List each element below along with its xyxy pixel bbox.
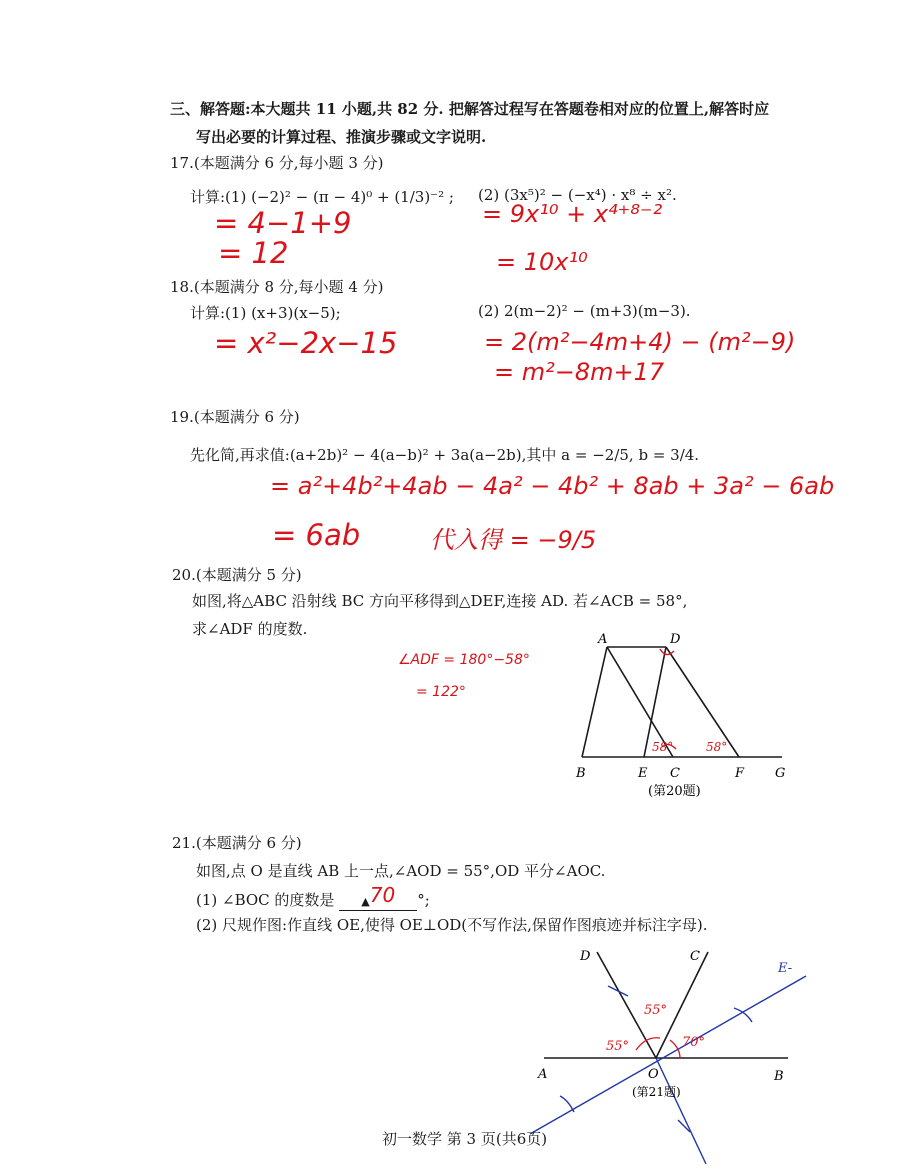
q21-caption: (第21题) — [632, 1085, 681, 1099]
q20-hw-b: = 122° — [416, 684, 466, 700]
q18-hw-2a: = 2(m²−4m+4) − (m²−9) — [484, 328, 796, 356]
q21-label-a: A — [538, 1067, 548, 1082]
q20-label-c: C — [670, 766, 680, 781]
q20-line2: 求∠ADF 的度数. — [192, 620, 308, 638]
q19-prompt: 先化简,再求值:(a+2b)² − 4(a−b)² + 3a(a−2b),其中 a = −2/5, b = 3/4. — [190, 446, 700, 464]
q18-hw-1a: = x²−2x−15 — [214, 326, 398, 360]
q20-label-b: B — [576, 766, 586, 781]
q19-hw-b: = 6ab — [272, 518, 361, 552]
q20-segment-ab — [582, 647, 607, 757]
q17-part1: 计算:(1) (−2)² − (π − 4)⁰ + (1/3)⁻² ; — [190, 188, 454, 206]
q21-angle-mark-c: 70° — [682, 1035, 706, 1050]
q19-header: 19.(本题满分 6 分) — [170, 408, 300, 426]
q21-arc-mark-1 — [608, 986, 628, 996]
q21-angle-mark-a: 55° — [644, 1003, 668, 1018]
q20-figure — [560, 625, 820, 805]
q19-hw-c: 代入得 = −9/5 — [430, 526, 597, 554]
q17-hw-1b: = 12 — [218, 236, 289, 270]
q20-line1: 如图,将△ABC 沿射线 BC 方向平移得到△DEF,连接 AD. 若∠ACB = 58°, — [192, 592, 688, 610]
q21-construction-line-oe — [530, 976, 806, 1134]
q21-answer-blank[interactable]: ▲70 — [339, 886, 417, 911]
q21-part1-prefix: (1) ∠BOC 的度数是 — [196, 891, 335, 909]
q20-label-f: F — [735, 766, 745, 781]
q18-part2: (2) 2(m−2)² − (m+3)(m−3). — [478, 302, 691, 320]
q19-hw-a: = a²+4b²+4ab − 4a² − 4b² + 8ab + 3a² − 6ab — [270, 472, 835, 500]
q20-label-a: A — [598, 632, 608, 647]
q18-hw-2b: = m²−8m+17 — [494, 358, 665, 386]
q18-part1: 计算:(1) (x+3)(x−5); — [190, 304, 341, 322]
q17-header: 17.(本题满分 6 分,每小题 3 分) — [170, 154, 384, 172]
q21-part1-suffix: °; — [417, 891, 430, 909]
q21-part2: (2) 尺规作图:作直线 OE,使得 OE⊥OD(不写作法,保留作图痕迹并标注字母). — [196, 916, 708, 934]
q21-label-b: B — [774, 1069, 784, 1084]
q20-header: 20.(本题满分 5 分) — [172, 566, 302, 584]
q20-segment-df — [666, 647, 739, 757]
q21-header: 21.(本题满分 6 分) — [172, 834, 302, 852]
q21-label-d: D — [580, 949, 591, 964]
q21-label-o: O — [648, 1067, 659, 1082]
q21-construction-line-down — [656, 1058, 706, 1164]
q21-label-c: C — [690, 949, 700, 964]
q20-label-g: G — [775, 766, 786, 781]
q21-label-e: E- — [778, 961, 793, 976]
q17-part2: (2) (3x⁵)² − (−x⁴) · x⁸ ÷ x². — [478, 186, 677, 204]
q21-figure — [520, 938, 850, 1169]
q21-angle-mark-b: 55° — [606, 1039, 630, 1054]
q20-label-d: D — [670, 632, 681, 647]
q18-header: 18.(本题满分 8 分,每小题 4 分) — [170, 278, 384, 296]
q20-angle-mark-c: 58° — [652, 740, 674, 754]
q20-label-e: E — [638, 766, 648, 781]
section-heading-line1: 三、解答题:本大题共 11 小题,共 82 分. 把解答过程写在答题卷相对应的位置上,解答时应 — [170, 100, 770, 118]
q20-caption: (第20题) — [648, 784, 701, 799]
q21-angle-arc-2 — [670, 1040, 680, 1058]
q17-hw-1a: = 4−1+9 — [214, 206, 352, 240]
page-footer: 初一数学 第 3 页(共6页) — [382, 1130, 548, 1148]
q20-hw-a: ∠ADF = 180°−58° — [398, 652, 530, 668]
q17-hw-2b: = 10x¹⁰ — [496, 248, 588, 276]
q21-part1 — [196, 883, 430, 911]
q17-hw-2a: = 9x¹⁰ + x⁴⁺⁸⁻² — [482, 200, 663, 228]
section-heading-line2: 写出必要的计算过程、推演步骤或文字说明. — [196, 128, 487, 146]
q21-line1: 如图,点 O 是直线 AB 上一点,∠AOD = 55°,OD 平分∠AOC. — [196, 862, 606, 880]
q21-hw-answer: 70 — [369, 883, 396, 907]
q20-angle-mark-f: 58° — [706, 740, 728, 754]
